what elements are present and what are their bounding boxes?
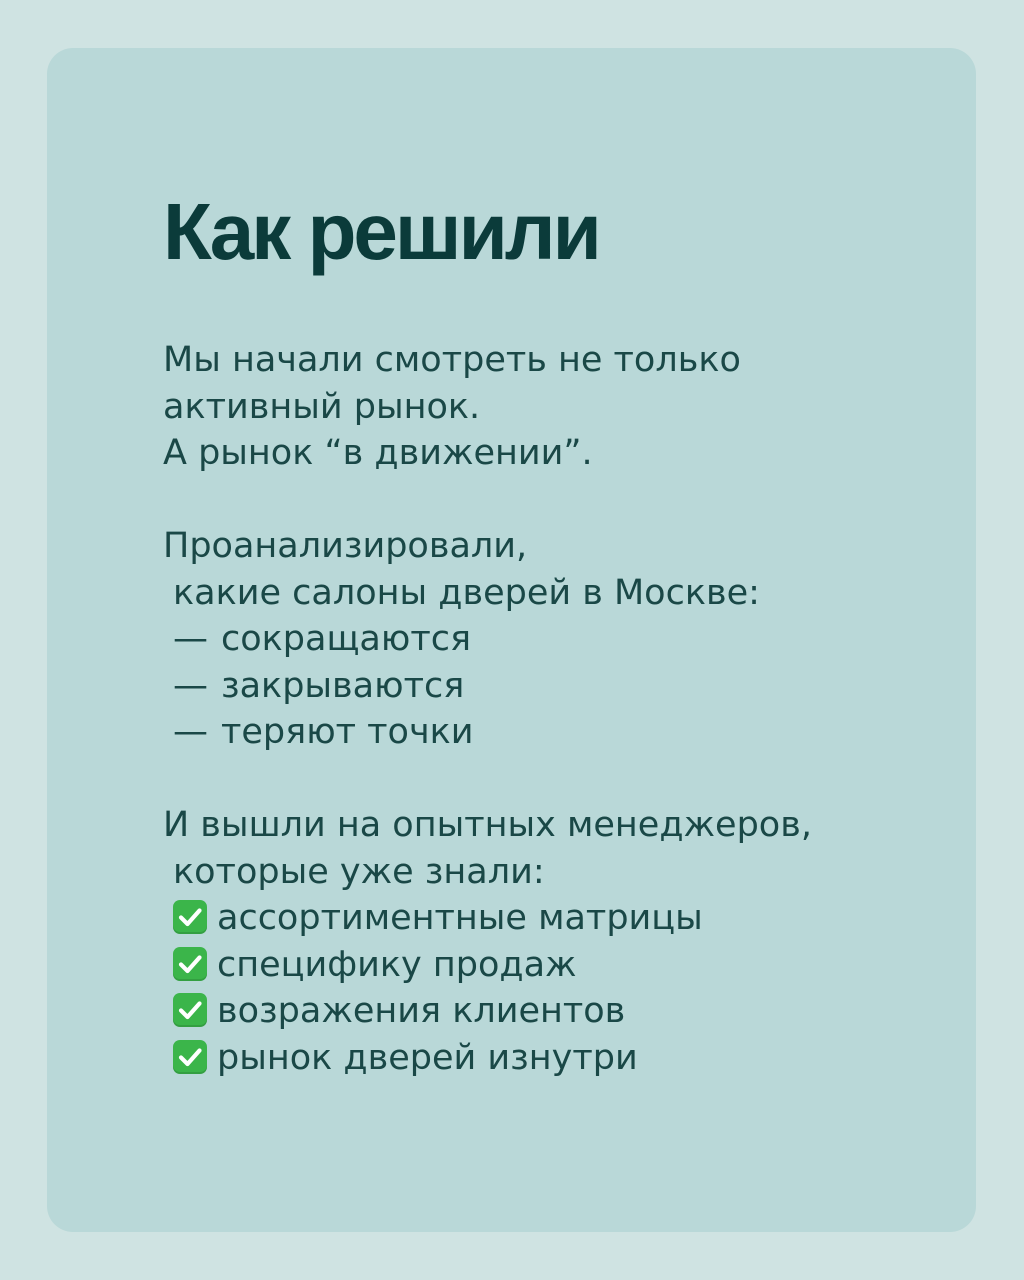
paragraph-line: А рынок “в движении”. [163,433,593,473]
paragraph-line: которые уже знали: [173,851,545,892]
check-mark-button-icon [173,993,207,1027]
list-item [163,709,760,756]
dash-marker: — [173,665,208,706]
list-item [163,616,760,663]
checklist-item [163,942,812,989]
list-item-text: закрываются [221,665,465,706]
checklist-item [163,895,812,942]
check-mark-button-icon [173,1040,207,1074]
check-mark-button-icon [173,947,207,981]
checklist-item [163,1035,812,1082]
paragraph-analysis [163,523,760,756]
paragraph-market [163,337,741,477]
paragraph-line: активный рынок. [163,386,481,427]
check-mark-button-icon [173,900,207,934]
list-item [163,663,760,710]
paragraph-line: какие салоны дверей в Москве: [173,572,760,613]
paragraph-line: Мы начали смотреть не только [163,340,741,380]
list-item-text: теряют точки [221,712,474,752]
dash-marker: — [173,712,208,752]
checklist-item [163,988,812,1035]
dash-marker: — [173,619,208,659]
paragraph-line: Проанализировали, [163,526,528,566]
paragraph-line: И вышли на опытных менеджеров, [163,805,812,845]
list-item-text: сокращаются [221,619,472,659]
checklist-item-text: ассортиментные матрицы [217,898,703,938]
paragraph-managers [163,802,812,1081]
page-title: Как решили [163,187,599,276]
checklist-item-text: специфику продаж [217,944,577,985]
checklist-item-text: рынок дверей изнутри [217,1037,638,1078]
checklist-item-text: возражения клиентов [217,991,626,1031]
